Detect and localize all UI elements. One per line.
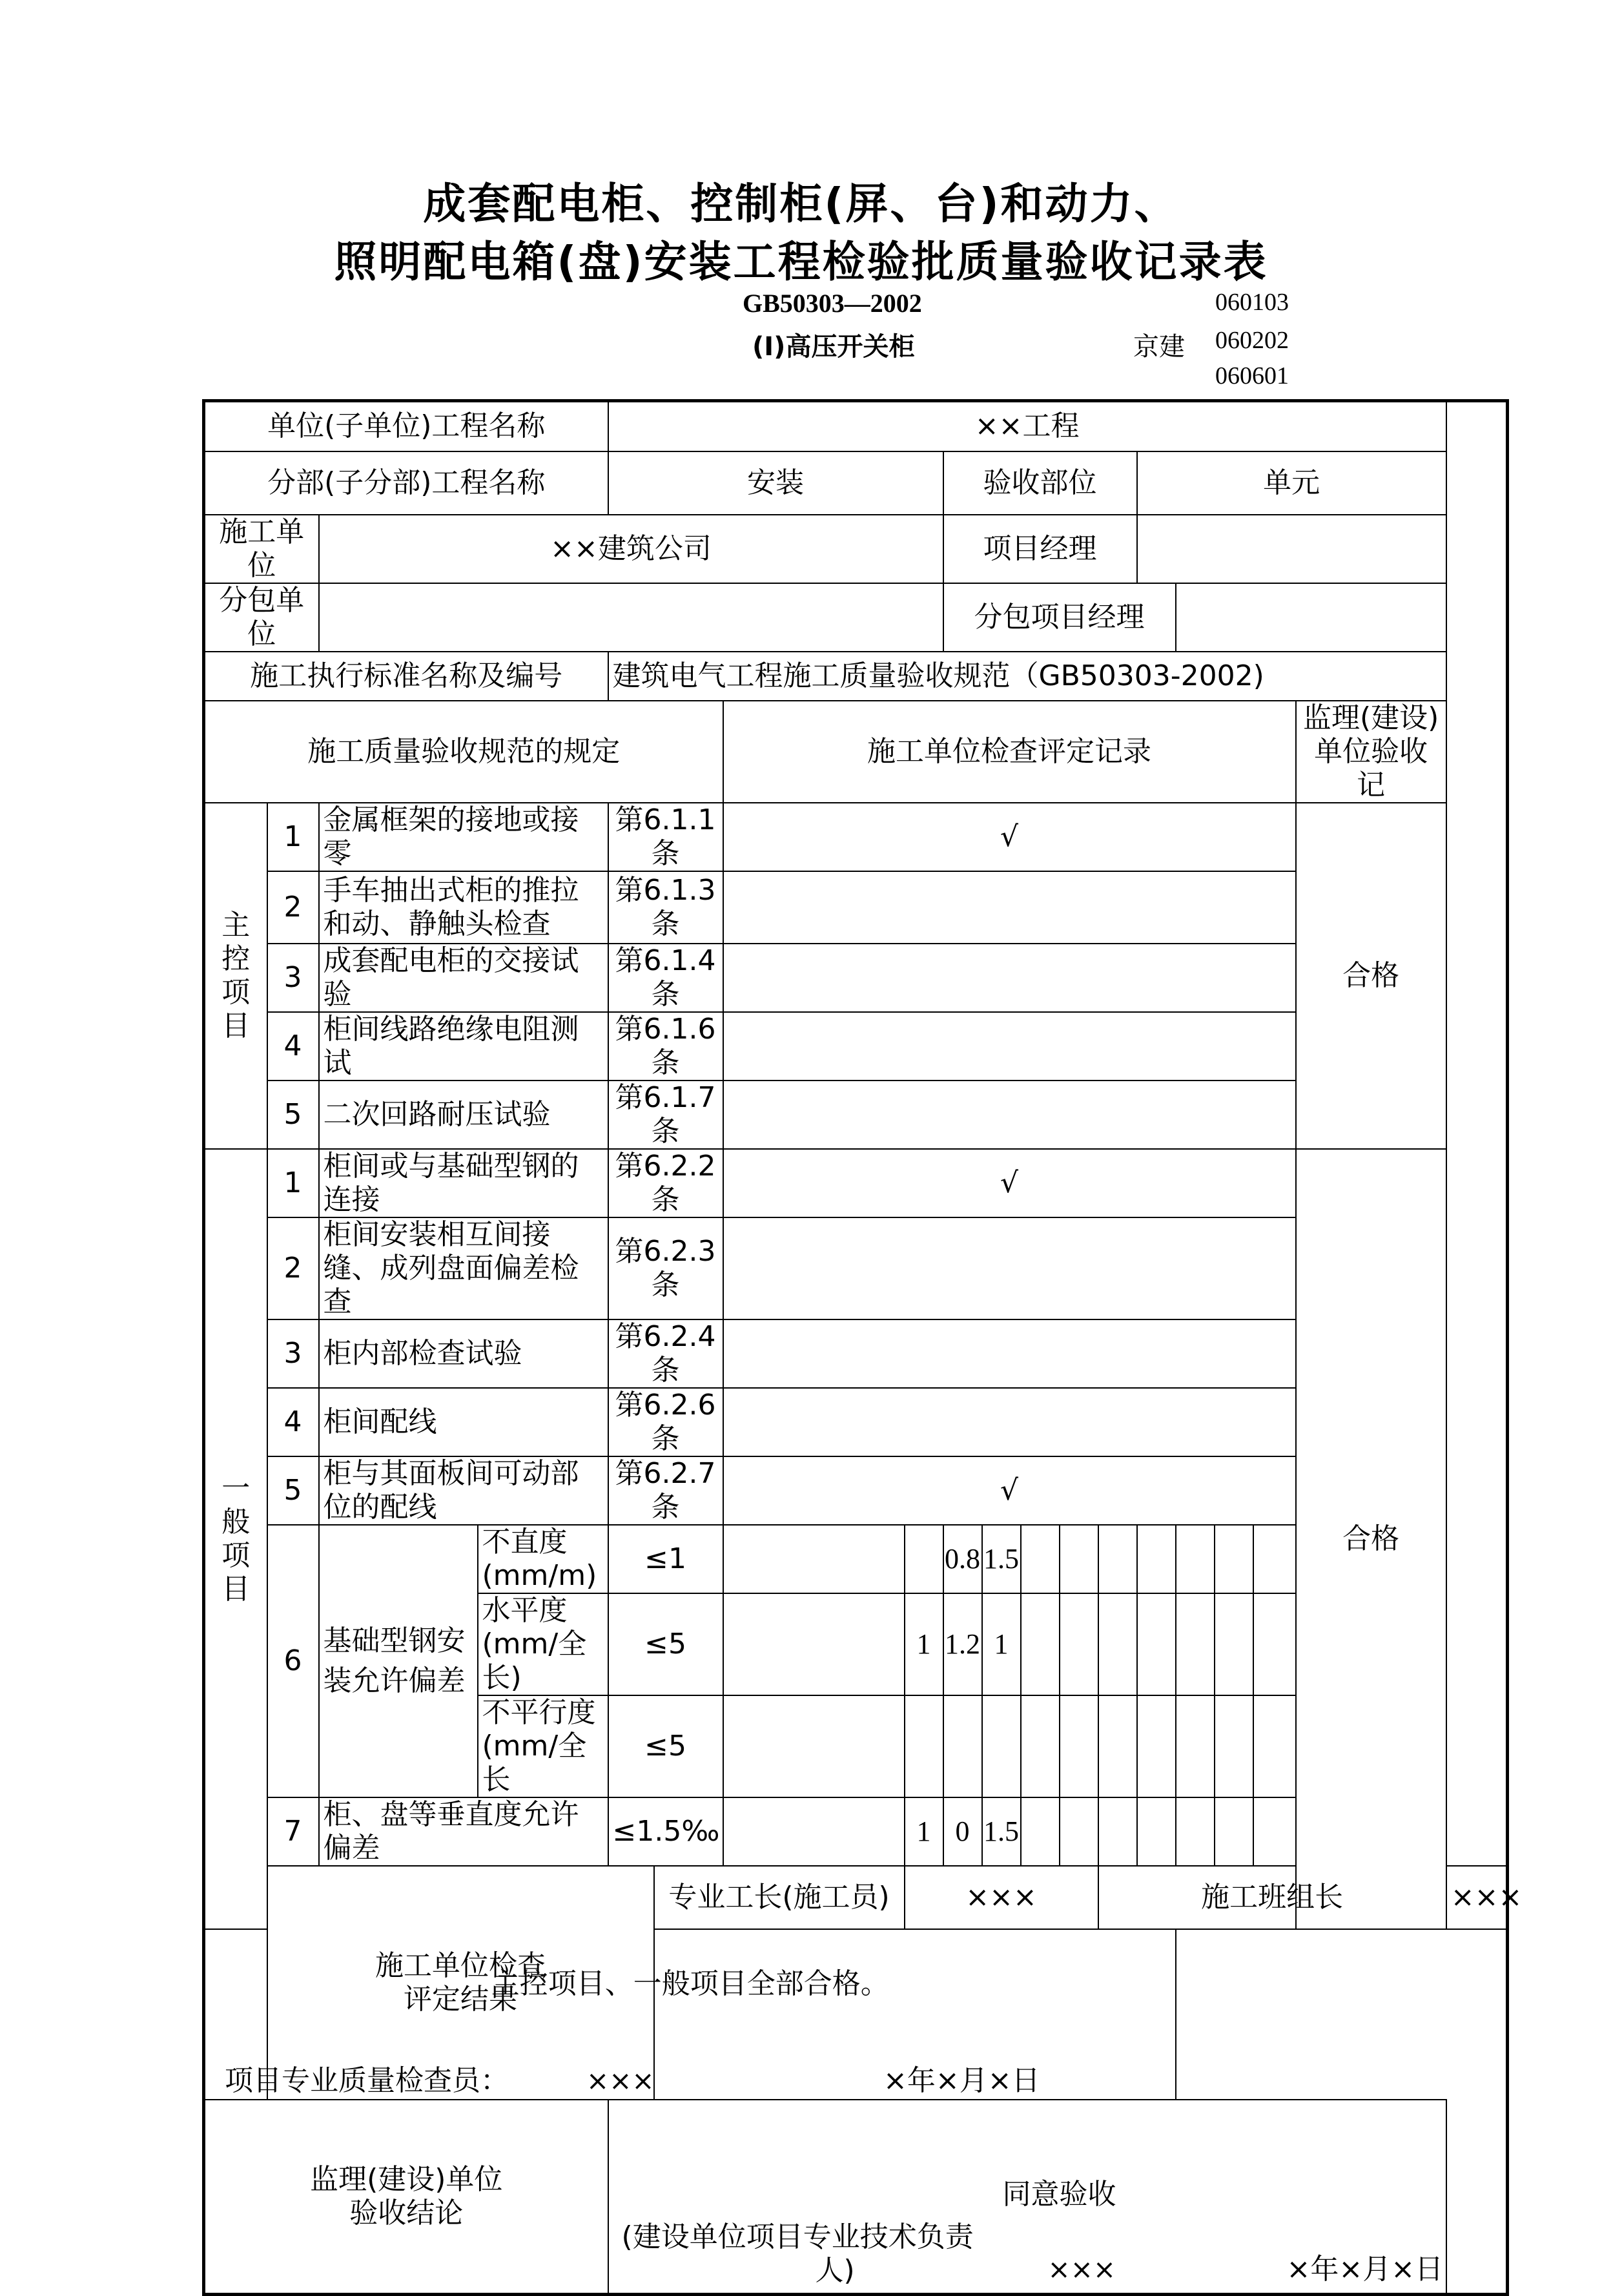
measure-cell — [1021, 1695, 1060, 1797]
main-item-clause: 第6.1.6条 — [608, 1012, 723, 1081]
measure-cell — [1176, 1797, 1215, 1866]
general-item-record — [723, 1217, 1296, 1319]
measure-cell — [1098, 1593, 1137, 1695]
main-item-no: 1 — [267, 803, 319, 871]
subcontractor-value — [319, 583, 943, 652]
main-item-no: 4 — [267, 1012, 319, 1081]
acceptance-part-value: 单元 — [1137, 451, 1446, 515]
standard-value: 建筑电气工程施工质量验收规范（GB50303-2002) — [608, 652, 1446, 701]
measure-cell: 0 — [943, 1797, 982, 1866]
main-items-result: 合格 — [1296, 803, 1446, 1149]
division-value: 安装 — [608, 451, 943, 515]
measure-cell — [1253, 1593, 1296, 1695]
contractor-conclusion-cell — [204, 1929, 1176, 2100]
measure-cell — [1253, 1695, 1296, 1797]
form-code-2: 060202 — [1215, 327, 1289, 354]
main-item-clause: 第6.1.3条 — [608, 871, 723, 944]
unit-project-label: 单位(子单位)工程名称 — [204, 401, 608, 451]
main-item-record: √ — [723, 803, 1296, 871]
deviation-subitem-name: 不平行度(mm/全长 — [478, 1695, 608, 1797]
measure-cell — [1215, 1695, 1253, 1797]
main-item-record — [723, 871, 1296, 944]
main-item-name: 手车抽出式柜的推拉和动、静触头检查 — [319, 871, 608, 944]
spacer-cell — [723, 1593, 905, 1695]
general-item-clause: 第6.2.3条 — [608, 1217, 723, 1319]
inspector-label: 项目专业质量检查员： — [225, 2063, 509, 2097]
team-leader-label: 施工班组长 — [1098, 1866, 1446, 1929]
measure-cell — [1176, 1525, 1215, 1593]
standard-code: GB50303—2002 — [743, 289, 922, 318]
signer-label-line-2: 人) — [815, 2253, 855, 2287]
main-items-label — [204, 803, 267, 1149]
general-item-no: 1 — [267, 1149, 319, 1217]
general-item-clause: 第6.2.7条 — [608, 1456, 723, 1525]
supervisor-date: ×年×月×日 — [1286, 2252, 1444, 2286]
general-item-6-name: 基础型钢安装允许偏差 — [319, 1525, 478, 1797]
main-item-name: 柜间线路绝缘电阻测试 — [319, 1012, 608, 1081]
deviation-subitem-name: 水平度(mm/全长) — [478, 1593, 608, 1695]
standard-label: 施工执行标准名称及编号 — [204, 652, 608, 701]
measure-cell — [1137, 1525, 1176, 1593]
general-item-clause: 第6.2.6条 — [608, 1388, 723, 1456]
sub-pm-label: 分包项目经理 — [943, 583, 1176, 652]
measure-cell — [1215, 1525, 1253, 1593]
sub-pm-value — [1176, 583, 1446, 652]
measure-cell: 1.5 — [982, 1525, 1021, 1593]
measure-cell — [1060, 1525, 1098, 1593]
main-item-clause: 第6.1.1条 — [608, 803, 723, 871]
unit-project-value: ××工程 — [608, 401, 1446, 451]
main-item-no: 3 — [267, 944, 319, 1012]
form-code-3: 060601 — [1215, 362, 1289, 389]
general-items-result: 合格 — [1296, 1149, 1446, 1929]
spacer-cell — [723, 1525, 905, 1593]
supervisor-conclusion: 同意验收 — [1002, 2177, 1116, 2211]
subcontractor-label: 分包单位 — [204, 583, 319, 652]
supervisor-column-header: 监理(建设) 单位验收记 — [1296, 701, 1446, 803]
general-item-no: 7 — [267, 1797, 319, 1866]
division-label: 分部(子分部)工程名称 — [204, 451, 608, 515]
measure-cell: 1 — [905, 1797, 943, 1866]
measure-cell — [1098, 1695, 1137, 1797]
general-item-record — [723, 1319, 1296, 1388]
signer-value: ××× — [1047, 2253, 1116, 2285]
measure-cell — [1137, 1695, 1176, 1797]
general-item-clause: 第6.2.2条 — [608, 1149, 723, 1217]
measure-cell — [1253, 1525, 1296, 1593]
general-item-clause: 第6.2.4条 — [608, 1319, 723, 1388]
general-item-name: 柜间或与基础型钢的连接 — [319, 1149, 608, 1217]
measure-cell: 0.8 — [943, 1525, 982, 1593]
measure-cell: 1.2 — [943, 1593, 982, 1695]
main-item-no: 2 — [267, 871, 319, 944]
general-item-record: √ — [723, 1149, 1296, 1217]
measure-cell — [1253, 1797, 1296, 1866]
acceptance-part-label: 验收部位 — [943, 451, 1137, 515]
general-item-record: √ — [723, 1456, 1296, 1525]
form-code-1: 060103 — [1215, 289, 1289, 316]
spacer-cell — [723, 1695, 905, 1797]
general-item-no: 2 — [267, 1217, 319, 1319]
general-items-label-text: 一般项目 — [221, 1471, 251, 1606]
measure-cell — [1060, 1797, 1098, 1866]
general-item-7-name: 柜、盘等垂直度允许偏差 — [319, 1797, 608, 1866]
measure-cell — [1021, 1797, 1060, 1866]
measure-cell — [1098, 1525, 1137, 1593]
main-item-name: 金属框架的接地或接零 — [319, 803, 608, 871]
deviation-subitem-limit: ≤1 — [608, 1525, 723, 1593]
general-item-name: 柜间安装相互间接缝、成列盘面偏差检查 — [319, 1217, 608, 1319]
main-item-record — [723, 1081, 1296, 1149]
contractor-value: ××建筑公司 — [319, 515, 943, 583]
supervisor-conclusion-cell — [608, 2100, 1446, 2295]
measure-cell — [1021, 1525, 1060, 1593]
team-leader-value: ××× — [1446, 1866, 1508, 1929]
main-item-name: 二次回路耐压试验 — [319, 1081, 608, 1149]
general-item-name: 柜与其面板间可动部位的配线 — [319, 1456, 608, 1525]
general-item-no: 3 — [267, 1319, 319, 1388]
measure-cell — [1137, 1593, 1176, 1695]
measure-cell — [982, 1695, 1021, 1797]
spec-column-header: 施工质量验收规范的规定 — [204, 701, 723, 803]
measure-cell — [1176, 1695, 1215, 1797]
inspection-date: ×年×月×日 — [883, 2063, 1040, 2097]
code-prefix: 京建 — [1133, 332, 1185, 362]
contractor-record-column-header: 施工单位检查评定记录 — [723, 701, 1296, 803]
measure-cell — [1021, 1593, 1060, 1695]
general-items-label — [204, 1149, 267, 1929]
main-item-name: 成套配电柜的交接试验 — [319, 944, 608, 1012]
pm-label: 项目经理 — [943, 515, 1137, 583]
measure-cell — [1215, 1593, 1253, 1695]
measure-cell: 1 — [982, 1593, 1021, 1695]
inspection-record-table — [202, 399, 1523, 2296]
subtitle: (I)高压开关柜 — [752, 332, 915, 362]
deviation-subitem-name: 不直度(mm/m) — [478, 1525, 608, 1593]
main-item-record — [723, 944, 1296, 1012]
foreman-value: ××× — [905, 1866, 1098, 1929]
measure-cell: 1 — [905, 1593, 943, 1695]
main-item-clause: 第6.1.4条 — [608, 944, 723, 1012]
deviation-subitem-limit: ≤5 — [608, 1695, 723, 1797]
general-item-no: 6 — [267, 1525, 319, 1797]
pm-value — [1137, 515, 1446, 583]
title-line-1: 成套配电柜、控制柜(屏、台)和动力、 — [423, 179, 1179, 229]
measure-cell — [943, 1695, 982, 1797]
general-item-7-limit: ≤1.5‰ — [608, 1797, 723, 1866]
general-item-no: 5 — [267, 1456, 319, 1525]
measure-cell — [1215, 1797, 1253, 1866]
supervisor-check-label: 监理(建设)单位 验收结论 — [204, 2100, 608, 2295]
contractor-conclusion: 主控项目、一般项目全部合格。 — [491, 1967, 889, 2000]
general-item-no: 4 — [267, 1388, 319, 1456]
spacer-cell — [723, 1797, 905, 1866]
measure-cell — [905, 1695, 943, 1797]
general-item-name: 柜内部检查试验 — [319, 1319, 608, 1388]
title-line-2: 照明配电箱(盘)安装工程检验批质量验收记录表 — [334, 237, 1268, 287]
measure-cell: 1.5 — [982, 1797, 1021, 1866]
general-item-record — [723, 1388, 1296, 1456]
measure-cell — [1060, 1593, 1098, 1695]
main-item-record — [723, 1012, 1296, 1081]
inspector-value: ××× — [586, 2064, 655, 2096]
measure-cell — [1137, 1797, 1176, 1866]
main-item-clause: 第6.1.7条 — [608, 1081, 723, 1149]
deviation-subitem-limit: ≤5 — [608, 1593, 723, 1695]
contractor-label: 施工单位 — [204, 515, 319, 583]
signer-label-line-1: (建设单位项目专业技术负责 — [621, 2220, 974, 2253]
main-items-label-text: 主控项目 — [221, 908, 251, 1042]
main-item-no: 5 — [267, 1081, 319, 1149]
contractor-check-label: 施工单位检查 评定结果 — [267, 1866, 654, 2100]
general-item-name: 柜间配线 — [319, 1388, 608, 1456]
foreman-label: 专业工长(施工员) — [654, 1866, 905, 1929]
measure-cell — [1176, 1593, 1215, 1695]
measure-cell — [1098, 1797, 1137, 1866]
measure-cell — [905, 1525, 943, 1593]
measure-cell — [1060, 1695, 1098, 1797]
